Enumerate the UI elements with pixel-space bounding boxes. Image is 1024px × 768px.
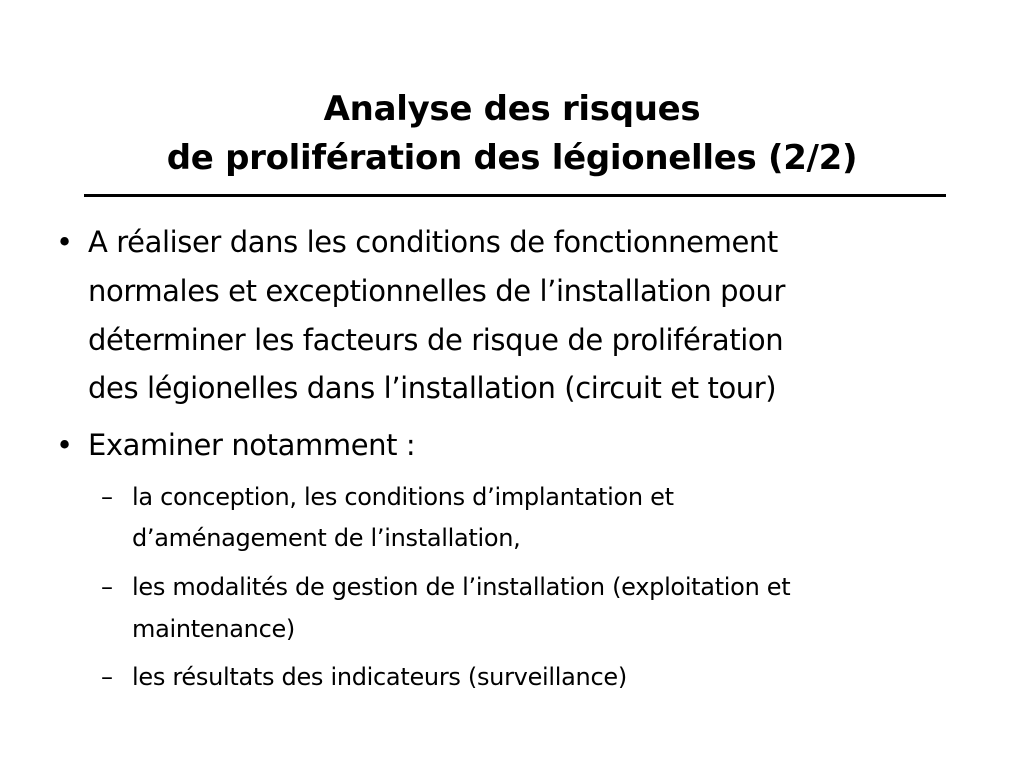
sub-bullet-marker: – (101, 483, 113, 511)
sub-item-2-line-1: les modalités de gestion de l’installation (exploitation et (132, 573, 791, 601)
slide-title-line-1: Analyse des risques (323, 89, 701, 129)
bullet-2-line-1: Examiner notamment : (88, 428, 416, 462)
bullet-1-line-3: déterminer les facteurs de risque de prolifération (88, 323, 784, 357)
bullet-1-line-2: normales et exceptionnelles de l’installation pour (88, 274, 785, 308)
sub-bullet-marker: – (101, 663, 113, 691)
sub-bullet-marker: – (101, 573, 113, 601)
sub-item-2-line-2: maintenance) (132, 615, 295, 643)
bullet-marker: • (56, 225, 73, 259)
bullet-1-line-1: A réaliser dans les conditions de fonctionnement (88, 225, 778, 259)
sub-item-3-line-1: les résultats des indicateurs (surveillance) (132, 663, 627, 691)
sub-item-1-line-2: d’aménagement de l’installation, (132, 524, 521, 552)
bullet-1-line-4: des légionelles dans l’installation (circuit et tour) (88, 371, 777, 405)
bullet-marker: • (56, 428, 73, 462)
slide-title-line-2: de prolifération des légionelles (2/2) (166, 138, 858, 178)
sub-item-1-line-1: la conception, les conditions d’implantation et (132, 483, 674, 511)
